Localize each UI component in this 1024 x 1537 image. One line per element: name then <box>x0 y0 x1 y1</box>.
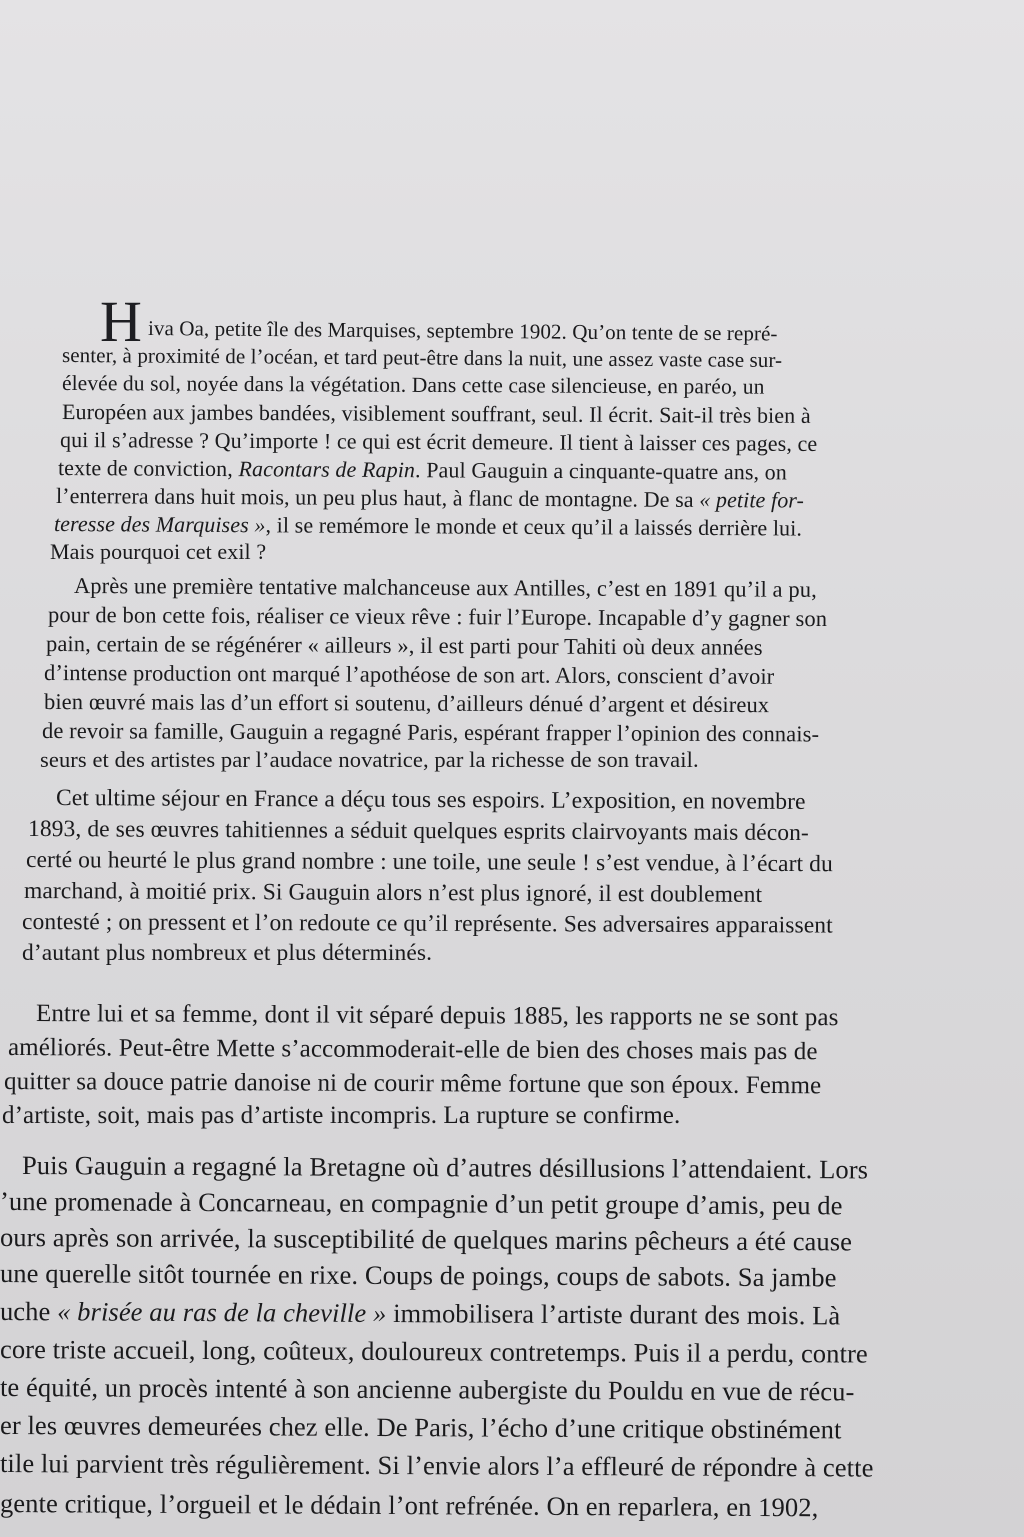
text-fragment: texte de conviction, <box>57 455 239 482</box>
text-fragment: immobilisera l’artiste durant des mois. Là <box>386 1298 841 1331</box>
text-line: d’intense production ont marqué l’apothéose de son art. Alors, conscient d’avoir <box>43 660 775 689</box>
text-line: améliorés. Peut-être Mette s’accommoderait-elle de bien des choses mais pas de <box>7 1034 818 1066</box>
text-line <box>54 511 802 542</box>
italic-quote: « petite for- <box>699 486 805 513</box>
italic-quote: « brisée au ras de la cheville » <box>57 1296 387 1329</box>
text-line: pour de bon cette fois, réaliser ce vieux rêve : fuir l’Europe. Incapable d’y gagner son <box>47 602 828 632</box>
text-line: er les œuvres demeurées chez elle. De Paris, l’écho d’une critique obstinément <box>0 1410 842 1445</box>
text-line: d’autant plus nombreux et plus déterminés. <box>22 940 433 966</box>
text-line: ours après son arrivée, la susceptibilité de quelques marins pêcheurs a été cause <box>0 1222 853 1257</box>
text-line: élevée du sol, noyée dans la végétation. Dans cette case silencieuse, en paréo, un <box>61 371 765 399</box>
text-line: Mais pourquoi cet exil ? <box>50 539 267 564</box>
italic-title: Racontars de Rapin <box>238 456 416 483</box>
text-line: quitter sa douce patrie danoise ni de courir même fortune que son époux. Femme <box>3 1068 822 1100</box>
text-line: core triste accueil, long, coûteux, douloureux contretemps. Puis il a perdu, contre <box>0 1334 868 1369</box>
text-line: de revoir sa famille, Gauguin a regagné Paris, espérant frapper l’opinion des connais- <box>41 718 820 747</box>
text-line: Cet ultime séjour en France a déçu tous ses espoirs. L’exposition, en novembre <box>55 785 806 815</box>
text-fragment: l’enterrera dans huit mois, un peu plus haut, à flanc de montagne. De sa <box>55 483 700 512</box>
text-line: Européen aux jambes bandées, visiblement souffrant, seul. Il écrit. Sait-il très bien à <box>61 399 811 428</box>
text-line: une querelle sitôt tournée en rixe. Coups de poings, coups de sabots. Sa jambe <box>0 1258 837 1293</box>
text-line: marchand, à moitié prix. Si Gauguin alors n’est plus ignoré, il est doublement <box>23 878 763 908</box>
drop-cap: H <box>100 289 142 354</box>
text-line: Entre lui et sa femme, dont il vit séparé depuis 1885, les rapports ne se sont pas <box>35 1000 839 1032</box>
text-line: contesté ; on pressent et l’on redoute ce qu’il représente. Ses adversaires apparaissent <box>21 909 833 939</box>
text-line: d’artiste, soit, mais pas d’artiste incompris. La rupture se confirme. <box>2 1102 681 1129</box>
text-line: pain, certain de se régénérer « ailleurs », il est parti pour Tahiti où deux années <box>45 631 763 660</box>
text-line: gente critique, l’orgueil et le dédain l’ont refrénée. On en reparlera, en 1902, <box>0 1488 819 1523</box>
text-line: qui il s’adresse ? Qu’importe ! ce qui est écrit demeure. Il tient à laisser ces pages, ce <box>59 427 818 456</box>
text-line <box>58 455 787 485</box>
text-fragment: uche <box>0 1296 58 1327</box>
text-line: ’une promenade à Concarneau, en compagnie d’un petit groupe d’amis, peu de <box>0 1186 843 1221</box>
italic-quote: teresse des Marquises » <box>53 511 266 538</box>
text-line: Après une première tentative malchanceuse aux Antilles, c’est en 1891 qu’il a pu, <box>73 573 817 602</box>
text-line: certé ou heurté le plus grand nombre : une toile, une seule ! s’est vendue, à l’écart du <box>25 847 833 878</box>
text-line <box>0 1296 840 1331</box>
text-line: iva Oa, petite île des Marquises, septembre 1902. Qu’on tente de se repré- <box>147 316 778 346</box>
text-line: senter, à proximité de l’océan, et tard peut-être dans la nuit, une assez vaste case sur- <box>61 343 783 373</box>
text-line: bien œuvré mais las d’un effort si soutenu, d’ailleurs dénué d’argent et désireux <box>43 689 770 718</box>
text-line: te équité, un procès intenté à son ancienne aubergiste du Pouldu en vue de récu- <box>0 1372 855 1407</box>
text-line: seurs et des artistes par l’audace novatrice, par la richesse de son travail. <box>40 747 699 772</box>
text-line: 1893, de ses œuvres tahitiennes a séduit quelques esprits clairvoyants mais décon- <box>27 816 809 847</box>
text-line: Puis Gauguin a regagné la Bretagne où d’autres désillusions l’attendaient. Lors <box>21 1150 869 1185</box>
text-line: tile lui parvient très régulièrement. Si l’envie alors l’a effleuré de répondre à cette <box>0 1448 874 1483</box>
text-fragment: . Paul Gauguin a cinquante-quatre ans, on <box>414 457 788 485</box>
text-line <box>56 483 804 514</box>
text-fragment: , il se remémore le monde et ceux qu’il a laissés derrière lui. <box>265 512 803 541</box>
